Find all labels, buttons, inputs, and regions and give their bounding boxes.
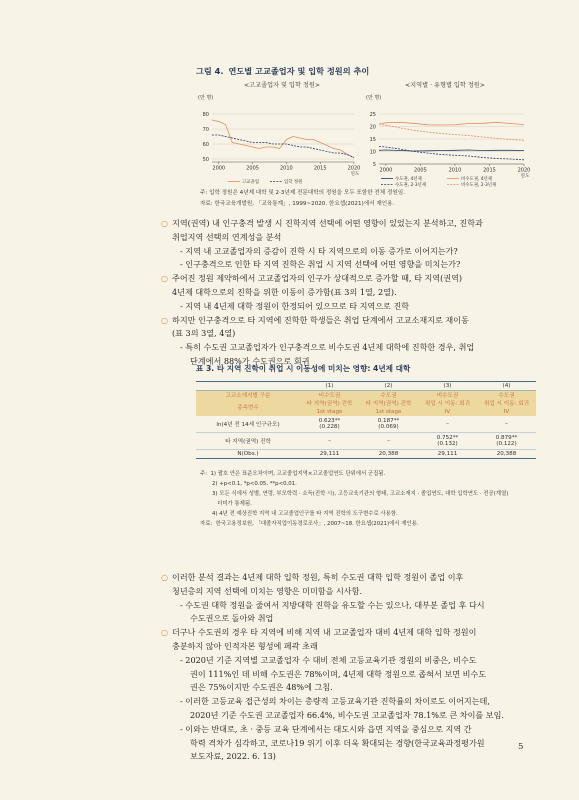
bullet-text: 4년제 대학으로의 진학을 위한 이동이 증가함(표 3의 1열, 2열). bbox=[172, 287, 397, 297]
table-row bbox=[196, 382, 536, 391]
bullet-text: 2020년 기준 수도권 고교졸업자 66.4%, 비수도권 고교졸업자 78.1%로 큰 차이를 보임. bbox=[190, 710, 504, 720]
x-tick-label: 2005 bbox=[414, 167, 427, 174]
x-tick-label: 2010 bbox=[448, 167, 462, 174]
bullet-text: 취업지역 선택의 연계성을 분석 bbox=[172, 231, 282, 242]
table-cell: IV bbox=[418, 407, 477, 416]
table-cell: 비수도권 bbox=[418, 390, 477, 399]
page-number: 5 bbox=[518, 742, 524, 752]
row-label: 타 지역(권역) 진학 bbox=[196, 433, 300, 450]
bullet-line bbox=[180, 258, 460, 272]
bullet-line bbox=[161, 217, 483, 231]
bullet-line bbox=[161, 272, 463, 286]
bullet-marker: ○ bbox=[161, 573, 168, 582]
table-cell bbox=[300, 433, 359, 450]
table-cell: 1st stage bbox=[300, 407, 359, 416]
right-chart-caption: <지역별 · 유형별 입학 정원> bbox=[405, 82, 485, 89]
table-cell: (4) bbox=[477, 382, 536, 391]
y-tick-label: 20 bbox=[369, 124, 376, 131]
table-cell bbox=[359, 416, 418, 433]
table-cell: 취업 시 이동: 회귀 bbox=[477, 399, 536, 408]
table-cell bbox=[359, 433, 418, 450]
y-tick-label: 25 bbox=[369, 111, 376, 118]
bullet-marker: ○ bbox=[161, 315, 168, 325]
table-cell: 1st stage bbox=[359, 407, 418, 416]
bullet-line bbox=[172, 231, 281, 245]
series-line-1 bbox=[212, 120, 354, 158]
table-cell bbox=[300, 416, 359, 433]
table-row bbox=[196, 450, 536, 459]
figure-note: 주: 입학 정원은 4년제 대학 및 2·3년제 전문대학의 정원을 모두 포함한 전체 정원임. bbox=[200, 190, 405, 196]
bullet-line bbox=[190, 750, 276, 764]
table-row bbox=[196, 433, 536, 450]
legend-label: 수도권, 2·3년제 bbox=[395, 183, 426, 188]
bullet-line bbox=[190, 681, 333, 695]
table-cell bbox=[477, 450, 536, 459]
row-label: N(Obs.) bbox=[196, 450, 300, 459]
coefficient: 0.623** bbox=[318, 418, 341, 425]
table-notes bbox=[200, 470, 508, 529]
bullet-line bbox=[180, 245, 458, 259]
table-row bbox=[196, 390, 536, 399]
table-note-line: 4) 4년 전 예상진학 지역 내 고교졸업인구를 타 지역 진학의 도구변수로 사용함. bbox=[200, 510, 398, 517]
bullet-line bbox=[161, 571, 464, 585]
table-note-line: 주: 1) 괄호 안은 표준오차이며, 고교졸업지역×고교졸업연도 단위에서 군집됨. bbox=[200, 471, 386, 477]
table-cell: 취업 시 이동: 회귀 bbox=[418, 399, 477, 408]
x-tick-label: 2020 bbox=[347, 165, 361, 172]
y-tick-label: 5 bbox=[372, 161, 376, 168]
standard-error: (0.228) bbox=[319, 424, 340, 431]
bullet-text: 수도권으로 돌아와 취업 bbox=[190, 613, 274, 624]
y-unit-label: (만 명) bbox=[198, 95, 214, 101]
coefficient: 20,388 bbox=[378, 451, 399, 458]
table-cell bbox=[418, 450, 477, 459]
bullet-text: 단계에서 88%가 수도권으로 회귀 bbox=[190, 356, 310, 366]
bullet-line bbox=[180, 300, 409, 314]
table-note-line: 더미가 통제됨. bbox=[200, 500, 252, 507]
row-label: ln(4년 전 14세 인구규모) bbox=[196, 416, 300, 433]
legend-label: 고교졸업 bbox=[242, 180, 259, 185]
figure-title-text: 연도별 고교졸업자 및 입학 정원의 추이 bbox=[228, 66, 370, 76]
figure-source: 자료: 한국교육개발원, 「교육통계」, 1999~2020. 한요셉(2021)에서 재인용. bbox=[200, 201, 395, 207]
standard-error: (0.069) bbox=[378, 424, 399, 431]
bullet-line bbox=[190, 668, 486, 682]
bullet-line bbox=[172, 640, 318, 654]
table-title-text: 타 지역 진학이 취업 시 이동성에 미치는 영향: 4년제 대학 bbox=[216, 364, 411, 373]
bullet-text: - 지역 내 4년제 대학 정원이 한정되어 있으므로 타 지역으로 진학 bbox=[180, 300, 410, 311]
table-cell: (1) bbox=[300, 382, 359, 391]
left-line-chart bbox=[196, 92, 366, 192]
legend-label: 비수도권, 2·3년제 bbox=[461, 183, 497, 188]
bullet-line bbox=[190, 737, 485, 751]
x-tick-label: 2005 bbox=[246, 165, 259, 172]
x-unit-label: 연도 bbox=[520, 174, 530, 179]
series-line-2 bbox=[379, 147, 524, 160]
x-tick-label: 2000 bbox=[379, 167, 393, 174]
bullet-line bbox=[161, 626, 477, 640]
bullet-marker: ○ bbox=[161, 628, 168, 638]
table-cell: (2) bbox=[359, 382, 418, 391]
table-row bbox=[196, 399, 536, 408]
table-cell: 비수도권 bbox=[300, 390, 359, 399]
coefficient: 29,111 bbox=[437, 451, 458, 458]
bullet-text: - 2020년 기준 지역별 고교졸업자 수 대비 전체 고등교육기관 정원의 비중은, 비수도 bbox=[180, 654, 477, 665]
bullet-line bbox=[190, 612, 273, 626]
table-cell bbox=[359, 450, 418, 459]
series-line-2 bbox=[212, 135, 354, 158]
y-tick-label: 50 bbox=[202, 156, 209, 163]
bullet-line bbox=[180, 599, 485, 613]
x-unit-label: 연도 bbox=[350, 172, 360, 177]
bullet-line bbox=[172, 286, 397, 300]
bullet-text: 권이 111%인 데 비해 수도권은 78%이며, 4년제 대학 정원으로 좁혀서 보면 비수도 bbox=[190, 668, 487, 679]
table-cell bbox=[300, 450, 359, 459]
table-cell: 고교소재지별 구분 bbox=[196, 390, 300, 399]
bullet-line bbox=[180, 341, 474, 355]
bullet-text: - 이와는 반대로, 초 · 중등 교육 단계에서는 대도시와 읍면 지역을 중심으로 지역 간 bbox=[180, 723, 472, 734]
regression-table bbox=[196, 381, 536, 459]
bullet-text: - 지역 내 고교졸업자의 증감이 진학 시 타 지역으로의 이동 증가로 이어지는가? bbox=[180, 245, 458, 256]
bullet-text: 하지만 인구충격으로 타 지역에 진학한 학생들은 취업 단계에서 고교소재지로 재이동 bbox=[172, 314, 469, 325]
legend-label: 입학 정원 bbox=[284, 180, 303, 185]
series-line-3 bbox=[379, 122, 524, 125]
table-cell: 타 지역(권역) 진학 bbox=[359, 399, 418, 408]
bullet-line bbox=[180, 723, 472, 737]
bullet-marker: ○ bbox=[161, 219, 168, 228]
dependent-variable-label: 종속변수 bbox=[196, 399, 300, 416]
bullet-text: 학력 격차가 심각하고, 코로나19 위기 이후 더욱 확대되는 경향(한국교육과정평가원 bbox=[190, 737, 485, 748]
bullet-text: 권은 75%이지만 수도권은 48%에 그침. bbox=[190, 682, 333, 693]
table-cell: (3) bbox=[418, 382, 477, 391]
standard-error: (0.132) bbox=[437, 441, 458, 448]
coefficient: – bbox=[328, 438, 331, 445]
bullet-text: (표 3의 3열, 4열) bbox=[172, 328, 236, 339]
bullet-text: 지역(권역) 내 인구충격 발생 시 진학지역 선택에 어떤 영향이 있었는지 분석하고, 진학과 bbox=[172, 218, 483, 228]
bullet-text: 보도자료, 2022. 6. 13) bbox=[190, 751, 276, 762]
x-tick-label: 2000 bbox=[212, 165, 226, 172]
table-cell: 수도권 bbox=[477, 390, 536, 399]
table-label: 표 3. bbox=[196, 364, 215, 373]
series-line-1 bbox=[379, 150, 524, 151]
table-cell: 타 지역(권역) 진학 bbox=[300, 399, 359, 408]
bullet-line bbox=[172, 327, 235, 341]
coefficient: 0.752** bbox=[436, 435, 459, 442]
bullet-text: - 수도권 대학 정원을 줄여서 지방대학 진학을 유도할 수는 있으나, 대부분 졸업 후 다시 bbox=[180, 599, 485, 610]
coefficient: 0.187** bbox=[377, 418, 400, 425]
table-cell bbox=[477, 416, 536, 433]
bullet-text: 충분하지 않아 인적자본 형성에 페곽 초래 bbox=[172, 641, 318, 651]
table-cell bbox=[196, 382, 300, 391]
coefficient: 20,388 bbox=[496, 451, 517, 458]
coefficient: 0.879** bbox=[495, 435, 518, 442]
bullet-line bbox=[161, 314, 469, 328]
y-unit-label: (만 명) bbox=[366, 95, 382, 101]
bullet-text: 더구나 수도권의 경우 타 지역에 비해 지역 내 고교졸업자 대비 4년제 대학 입학 정원이 bbox=[172, 627, 477, 638]
y-tick-label: 80 bbox=[202, 111, 209, 118]
bullet-text: 청년층의 지역 선택에 미치는 영향은 미미함을 시사함. bbox=[172, 585, 363, 596]
figure-title bbox=[196, 66, 369, 77]
bullet-text: - 이러한 고등교육 접근성의 차이는 총량적 고등교육기관 진학률의 차이로도 이어지는데, bbox=[180, 696, 490, 707]
standard-error: (0.122) bbox=[496, 441, 517, 448]
bullet-line bbox=[172, 585, 362, 599]
bullet-text: 주어진 정원 제약하에서 고교졸업자의 인구가 상대적으로 증가할 때, 타 지역(권역) bbox=[172, 273, 463, 284]
bullet-text: - 인구충격으로 인한 타 지역 진학은 취업 시 지역 선택에 어떤 영향을 미치는가? bbox=[180, 259, 461, 270]
coefficient: – bbox=[387, 438, 390, 445]
coefficient: – bbox=[505, 421, 508, 428]
table-note-line: 3) 모든 식에서 성별, 연령, 부모학력 · 소득(진학 시), 고등교육기관의 형태, 고교소재지 · 졸업연도, 대학 입학연도 · 전공(계열) bbox=[200, 490, 509, 497]
y-tick-label: 70 bbox=[202, 126, 209, 133]
table-note-line: 2) +p<0.1, *p<0.05, **p<0.01. bbox=[200, 480, 297, 487]
figure-label: 그림 4. bbox=[196, 66, 224, 76]
legend-label: 비수도권, 4년제 bbox=[461, 177, 493, 182]
table-cell bbox=[418, 433, 477, 450]
right-line-chart bbox=[364, 92, 539, 192]
y-tick-label: 15 bbox=[369, 136, 376, 143]
table-cell: 수도권 bbox=[359, 390, 418, 399]
bullet-marker: ○ bbox=[161, 274, 168, 284]
bullet-text: - 특히 수도권 고교졸업자가 인구충격으로 비수도권 4년제 대학에 진학한 경우, 취업 bbox=[180, 342, 475, 353]
x-tick-label: 2015 bbox=[483, 167, 496, 174]
table-note-line: 자료: 한국고용정보원, 「대졸자직업이동경로조사」, 2007~18. 한요셉(2021)에서 재인용. bbox=[200, 520, 419, 527]
left-chart-caption: <고교졸업자 및 입학 정원> bbox=[244, 82, 321, 89]
table-row bbox=[196, 416, 536, 433]
bullet-line bbox=[180, 654, 477, 668]
table-cell bbox=[477, 433, 536, 450]
x-tick-label: 2020 bbox=[517, 167, 531, 174]
coefficient: – bbox=[446, 421, 449, 428]
y-tick-label: 60 bbox=[202, 141, 209, 148]
legend-label: 수도권, 4년제 bbox=[395, 177, 422, 182]
x-tick-label: 2010 bbox=[280, 165, 293, 172]
table-cell: IV bbox=[477, 407, 536, 416]
bullet-line bbox=[180, 695, 490, 709]
y-tick-label: 10 bbox=[369, 149, 376, 156]
bullet-text: 이러한 분석 결과는 4년제 대학 입학 정원, 특히 수도권 대학 입학 정원이 졸업 이후 bbox=[172, 572, 464, 582]
table-title bbox=[196, 363, 410, 374]
x-tick-label: 2015 bbox=[313, 165, 327, 172]
coefficient: 29,111 bbox=[319, 451, 340, 458]
bullet-line bbox=[190, 709, 504, 723]
table-cell bbox=[418, 416, 477, 433]
